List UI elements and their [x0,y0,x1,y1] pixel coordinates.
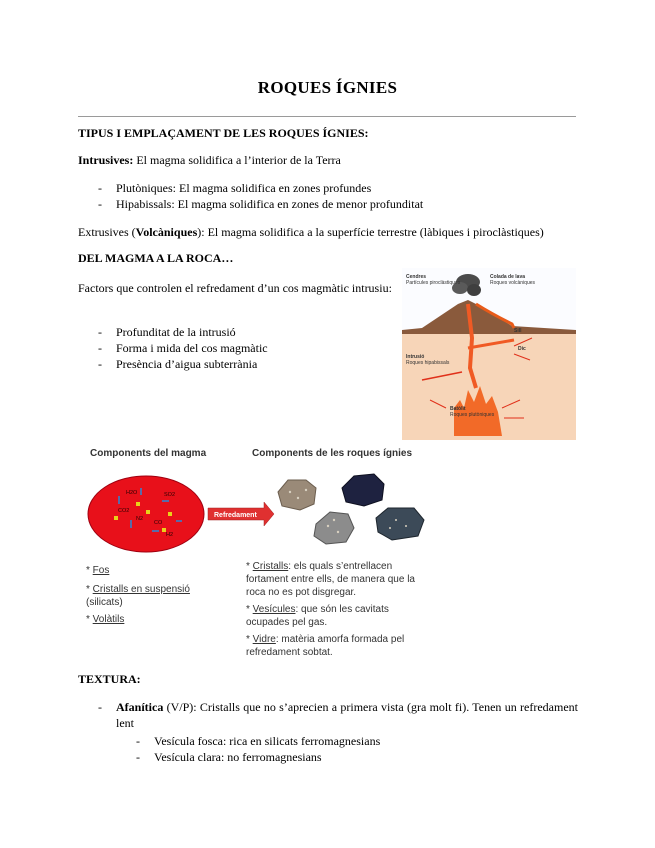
caption-cristalls: Cristalls en suspensió [92,584,190,595]
caption-vidre-term: Vidre [252,634,276,645]
factors-intro: Factors que controlen el refredament d’un cos magmàtic intrusiu: [78,281,392,295]
gas-label: N2 [136,516,144,522]
label-intrusio-sub: Roques hipabissals [406,360,450,366]
intrusives-text: El magma solidifica a l’interior de la Terra [133,153,341,167]
rock-caption: * Cristalls: els quals s’entrellacen fortament entre ells, de manera que la roca no es pot disgregar. * Vesícules: que són les cavitats ocupades pel gas. * Vidre: matèria amorfa formada pel refredament sobtat. [246,561,415,658]
intrusive-types-list [78,180,578,212]
list-item: - Hipabissals: El magma solidifica en zones de menor profunditat [78,196,578,212]
rock-basalt [342,474,384,506]
section-heading-magma-roca: DEL MAGMA A LA ROCA… [78,251,234,265]
list-item: - Presència d’aigua subterrània [78,356,388,372]
caption-cristalls-term: Cristalls [252,561,289,572]
list-item: - Forma i mida del cos magmàtic [78,340,388,356]
page-title: ROQUES ÍGNIES [257,78,398,97]
extrusives-pre: Extrusives ( [78,225,136,239]
arrow-label: Refredament [214,512,257,519]
volcano-diagram [402,268,576,440]
title-divider [78,116,576,117]
label-cendres: Cendres [406,274,427,280]
magma-to-rock-diagram [84,470,444,558]
magma-caption: * Fos * Cristalls en suspensió (silicats) * Volàtils [86,564,236,626]
gas-label: CO [154,520,163,526]
label-intrusio: Intrusió [406,354,425,360]
factors-list [78,324,388,372]
caption-vesicules-term: Vesícules [252,604,296,615]
gas-label: SO2 [164,492,176,498]
list-item: - Vesícula fosca: rica en silicats ferromagnesians [116,733,576,749]
rock-gray-vesicular [314,512,354,544]
afanitica-paragraph [116,699,578,731]
gas-label: CO2 [118,508,130,514]
caption-vesicules-text: : que són les cavitats ocupades pel gas. [246,604,389,628]
rock-obsidian [376,508,424,540]
rock-components-heading: Components de les roques ígnies [252,448,413,459]
section-heading-textura: TEXTURA: [78,672,141,686]
caption-cristalls-text: : els quals s’entrellacen fortament entre ells, de manera que la roca no es pot disgregar. [246,561,415,598]
ash-cloud-part [467,284,481,296]
afanitica-sublist [116,733,576,765]
caption-volatils: Volàtils [92,614,125,625]
label-sill: Sill [514,328,522,334]
extrusives-post: ): El magma solidifica a la superfície terrestre (làbiques i piroclàstiques) [197,225,544,239]
list-item: - Plutòniques: El magma solidifica en zones profundes [78,180,578,196]
rock-granite [278,480,316,510]
list-item: - Vesícula clara: no ferromagnesians [116,749,576,765]
caption-fos: Fos [92,565,110,576]
afanitica-dash: - [98,700,102,714]
gas-label: H2 [166,532,174,538]
section-heading-tipus: TIPUS I EMPLAÇAMENT DE LES ROQUES ÍGNIES: [78,126,369,140]
label-dic: Dic [518,346,526,352]
label-cendres-sub: Partícules piroclàstiques [406,280,461,286]
intrusives-paragraph [78,152,341,168]
extrusives-bold: Volcàniques [135,225,198,239]
caption-silicats: (silicats) [86,597,123,608]
list-item: - Profunditat de la intrusió [78,324,388,340]
caption-vidre-text: : matèria amorfa formada pel refredament sobtat. [246,634,405,658]
gas-label: H2O [126,490,138,496]
intrusives-label: Intrusives: [78,153,134,167]
magma-components-heading: Components del magma [90,448,207,459]
label-batolit-sub: Roques plutòniques [450,412,495,418]
extrusives-paragraph [78,224,578,240]
label-batolit: Batòlit [450,406,466,412]
afanitica-text: (V/P): Cristalls que no s’aprecien a primera vista (gra molt fi). Tenen un refredament lent [116,700,578,730]
label-colada-sub: Roques volcàniques [490,280,536,286]
label-colada: Colada de lava [490,274,526,280]
afanitica-label: Afanítica [116,700,164,714]
